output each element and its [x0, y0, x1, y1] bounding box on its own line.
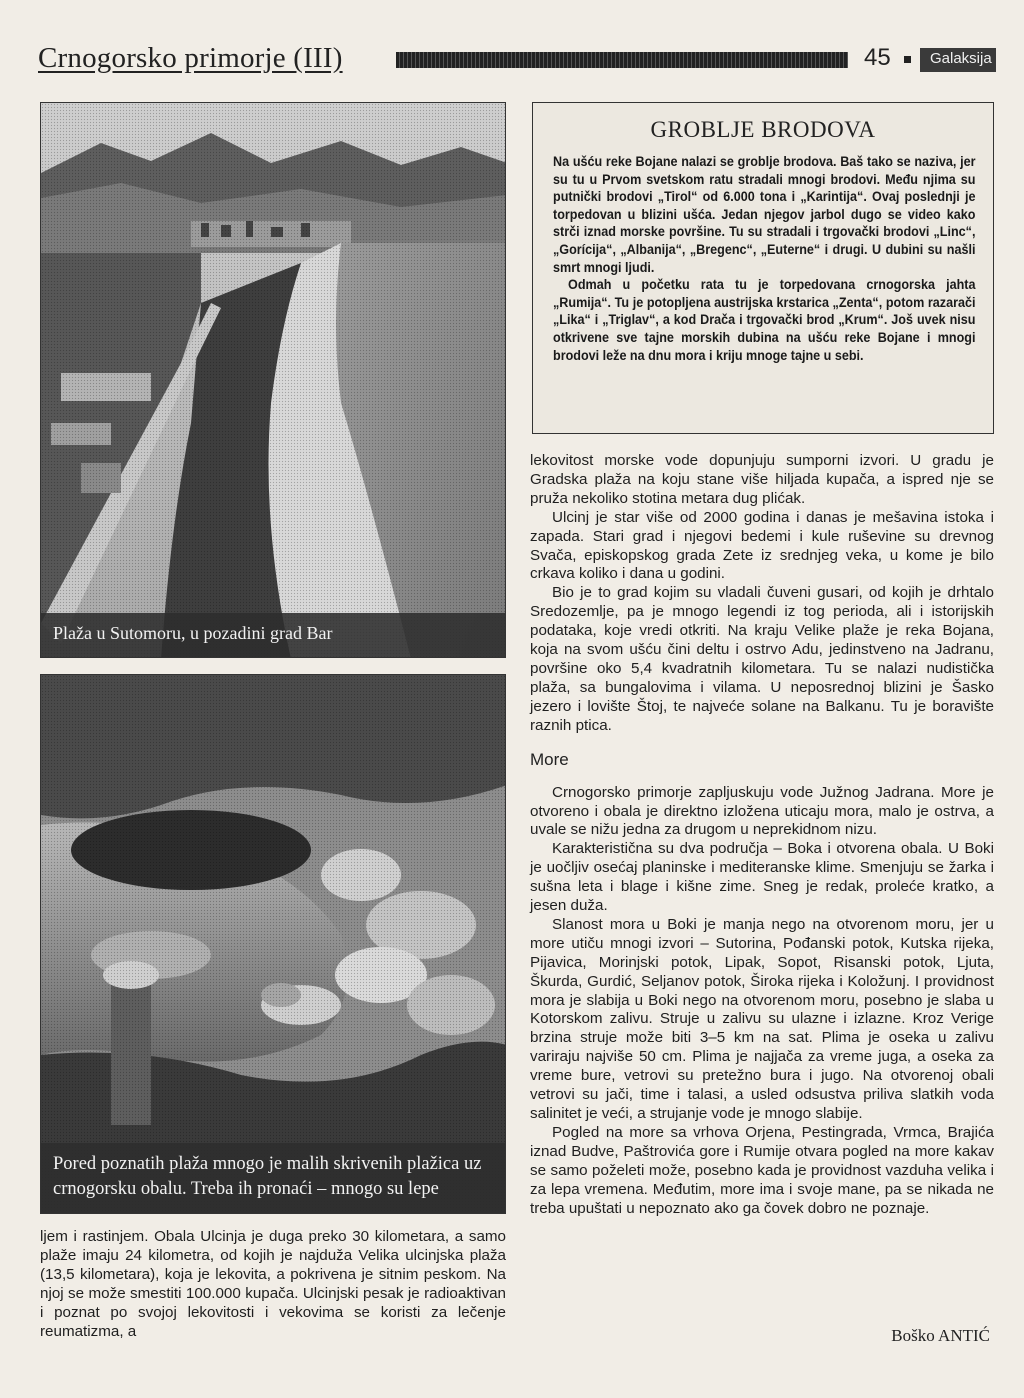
caption-line: crnogorsku obalu. Treba ih pronaći – mnogo su lepe — [53, 1179, 439, 1199]
header-rule — [396, 52, 848, 68]
beach-photo-image — [41, 103, 506, 658]
sidebar-paragraph: Na ušću reke Bojane nalazi se groblje brodova. Baš tako se naziva, jer su tu u Prvom svetskom ratu stradali mnogi brodovi. Među njima su putnički brodovi „Tirol“ od 6.000 tona i „Karintija“. Ovaj poslednji je torpedovan u blizini ušća. Jedan njegov jarbol dugo se video kako strči iznad morske površine. Tu su stradali i trgovački brodovi „Linc“, „Gorícija“, „Albanija“, „Bregenc“, „Euterne“ i drugi. U dubini su našli smrt mnogi ljudi. — [553, 154, 976, 275]
article-paragraph: Pogled na more sa vrhova Orjena, Pestingrada, Vrmca, Brajića iznad Budve, Paštrovića gore i Rumije otvara pogled na more kakav se samo poželeti može, posebno kada je providnost vazduha velika i za lepa vremena. Međutim, more ima i svoje mane, pa se nikada ne treba upuštati u nepoznato ako ga čovek dobro ne poznaje. — [530, 1123, 994, 1217]
page-number: 45 — [864, 44, 891, 71]
photo-caption — [41, 1143, 505, 1213]
article-paragraph: Ulcinj je star više od 2000 godina i danas je mešavina istoka i zapada. Stari grad i njegovi bedemi i kule ruševine su drevnog Svača, episkopskog grada Zete iz srednjeg veka, u kome je bilo crkava koliko i dana u godini. — [530, 508, 994, 583]
sidebar-body — [533, 143, 993, 364]
author-byline: Boško ANTIĆ — [891, 1326, 990, 1345]
article-series-title: Crnogorsko primorje (III) — [38, 42, 343, 74]
sidebar-paragraph: Odmah u početku rata tu je torpedovana crnogorska jahta „Rumija“. Tu je potopljena austrijska krstarica „Zenta“, potom razarači „Lika“ i „Triglav“, a kod Drača i trgovački brod „Krum“. Još uvek nisu otkrivene sve tajne morskih dubina na ušću reke Bojane i mnogi brodovi leže na dnu mora i kriju mnoge tajne u sebi. — [553, 277, 976, 363]
article-paragraph: Bio je to grad kojim su vladali čuveni gusari, od kojih je drhtalo Sredozemlje, pa je mnogo legendi iz tog perioda, ali i istorijskih podataka, koje vredi otkriti. Na kraju Velike plaže je reka Bojana, koja na svom ušću čini deltu i ostrvo Adu, jedinstveno na Jadranu, površine oko 5,4 kvadratnih kilometara. Tu se nalazi nudistička plaža, sa bungalovima i vilama. U neposrednoj blizini je Šasko jezero i lovište Štoj, te najveće solane na Balkanu. Tu je boravište raznih ptica. — [530, 584, 994, 734]
photo-beach-sutomore — [40, 102, 506, 658]
article-paragraph: Karakteristična su dva područja – Boka i otvorena obala. U Boki je uočljiv osećaj planinske i mediteranske klime. Smenjuju se žarka i sušna leta i blage i kišne zime. Sneg je redak, proleće kratko, a jesen duža. — [530, 840, 994, 915]
article-paragraph: Crnogorsko primorje zapljuskuju vode Južnog Jadrana. More je otvoreno i obala je direktno izložena uticaju mora, malo je ostrva, a uvale se nižu jedna za drugom u neprekidnom nizu. — [530, 783, 994, 839]
article-paragraph: ljem i rastinjem. Obala Ulcinja je duga preko 30 kilometara, a samo plaže imaju 24 kilometra, od kojih je najduža Velika ulcinjska plaža (13,5 kilometara), koja je lekovita, a pokrivena je sitnim peskom. Na njoj se može smestiti 100.000 kupača. Ulcinjski pesak je radioaktivan i poznat po svojoj lekovitosti i vekovima se koristi za lečenje reumatizma, a — [40, 1228, 506, 1340]
sidebar-title: GROBLJE BRODOVA — [650, 117, 876, 142]
photo-hidden-cove — [40, 674, 506, 1214]
section-subheading: More — [530, 749, 569, 769]
article-paragraph: Slanost mora u Boki je manja nego na otvorenom moru, jer u more utiču mnogi izvori – Sutorina, Pođanski potok, Kutska rijeka, Pijavica, Morinjski potok, Lipak, Sopot, Risanski potok, Ljuta, Škurda, Gurdić, Seljanov potok, Široka rijeka i Koložunj. I providnost mora je slabija u Boki nego na otvorenom moru, posebno je slaba u Kotorskom zalivu. Struje u zalivu su ulazne i izlazne. Kroz Verige brzina struje može biti 3–5 km na sat. Plima je oseka u zalivu variraju najviše 50 cm. Plima je najjača za vreme juga, a oseka za vreme bure, vetrovi su pretežno bura i jugo. Na otvorenoj obali vetrovi su jači, time i talasi, a usled odsustva priliva slatkih voda salinitet je veći, a strujanje vode je mnogo slabije. — [530, 915, 994, 1122]
article-right-column — [530, 452, 994, 1218]
article-paragraph: lekovitost morske vode dopunjuju sumporni izvori. U gradu je Gradska plaža na koju stane više hiljada kupača, a ispred nje se pruža nekoliko stotina metara dug plićak. — [530, 452, 994, 507]
separator-dot — [904, 56, 911, 63]
sidebar-box-ship-graveyard — [532, 102, 994, 434]
caption-line: Pored poznatih plaža mnogo je malih skrivenih plažica uz — [53, 1154, 482, 1174]
page-header — [34, 40, 996, 76]
cove-photo-image — [41, 675, 506, 1214]
magazine-section-label: Galaksija — [920, 48, 996, 72]
photo-caption: Plaža u Sutomoru, u pozadini grad Bar — [41, 613, 505, 657]
article-left-column — [40, 1228, 506, 1341]
